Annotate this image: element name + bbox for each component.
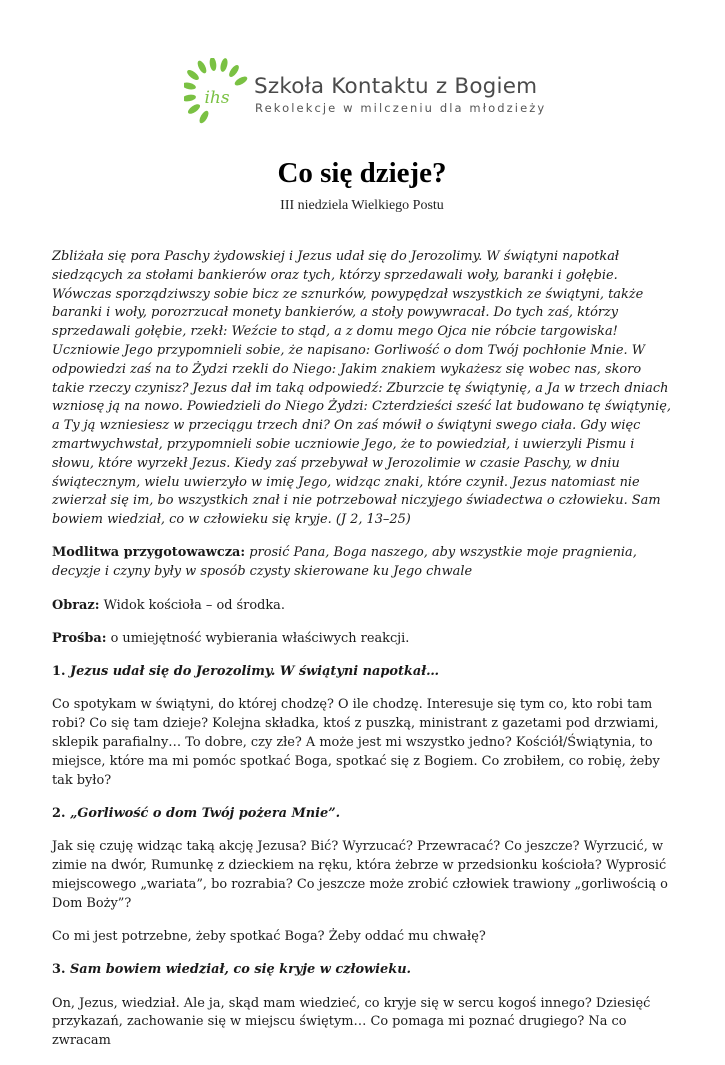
point-3-paragraph: On, Jezus, wiedział. Ale ja, skąd mam wiedzieć, co kryje się w sercu kogoś innego? Dziesięć przykazań, zachowanie się w miejscu świętym… Co pomaga mi poznać drugiego? Na co zwracam xyxy=(52,995,651,1049)
request-label: Prośba: xyxy=(52,630,107,646)
image-paragraph xyxy=(52,597,672,616)
logo xyxy=(184,58,547,128)
request-text: o umiejętność wybierania właściwych reakcji. xyxy=(110,630,410,646)
prayer-paragraph xyxy=(52,544,672,582)
point-2-paragraph: Jak się czuję widząc taką akcję Jezusa? Bić? Wyrzucać? Przewracać? Co jeszcze? Wyrzucić, w zimie na dwór, Rumunkę z dzieckiem na ręku, która żebrze w przedsionku kościoła? Wyprosić miejscowego „wariata”, bo rozrabia? Co jeszcze może zrobić człowiek trawiony „gorliwością o Dom Boży”? xyxy=(52,839,668,911)
request-paragraph xyxy=(52,630,672,649)
logo-monogram: ihs xyxy=(204,88,230,108)
point-3-title: Sam bowiem wiedział, co się kryje w człowieku. xyxy=(69,962,412,978)
document-body xyxy=(52,248,672,1065)
sun-logo-icon xyxy=(184,58,250,124)
page-title: Co się dzieje? xyxy=(277,157,447,189)
page-subtitle: III niedziela Wielkiego Postu xyxy=(280,198,444,213)
prayer-text: prosić Pana, Boga naszego, aby wszystkie moje pragnienia, decyzje i czyny były w sposób czysty skierowane ku Jego chwale xyxy=(52,545,637,580)
prayer-label: Modlitwa przygotowawcza: xyxy=(52,545,246,561)
scripture-passage: Zbliżała się pora Paschy żydowskiej i Jezus udał się do Jerozolimy. W świątyni napotkał siedzących za stołami bankierów oraz tych, którzy sprzedawali woły, baranki i gołębie. Wówczas sporządziwszy sobie bicz ze sznurków, powypędzał wszystkich ze świątyni, także baranki i woły, porozrzucał monety bankierów, a stoły powywracał. Do tych zaś, którzy sprzedawali gołębie, rzekł: Weźcie to stąd, a z domu mego Ojca nie róbcie targowiska! Uczniowie Jego przypomnieli sobie, że napisano: Gorliwość o dom Twój pochłonie Mnie. W odpowiedzi zaś na to Żydzi rzekli do Niego: Jakim znakiem wykażesz się wobec nas, skoro takie rzeczy czynisz? Jezus dał im taką odpowiedź: Zburzcie tę świątynię, a Ja w trzech dniach wzniosę ją na nowo. Powiedzieli do Niego Żydzi: Czterdzieści sześć lat budowano tę świątynię, a Ty ją wzniesiesz w przeciągu trzech dni? On zaś mówił o świątyni swego ciała. Gdy więc zmartwychwstał, przypomnieli sobie uczniowie Jego, że to powiedział, i uwierzyli Pismu i słowu, które wyrzekł Jezus. Kiedy zaś przebywał w Jerozolimie w czasie Paschy, w dniu świątecznym, wielu uwierzyło w imię Jego, widząc znaki, które czynił. Jezus natomiast nie zwierzał się im, bo wszystkich znał i nie potrzebował niczyjego świadectwa o człowieku. Sam bowiem wiedział, co w człowieku się kryje. (J 2, 13–25) xyxy=(52,249,671,528)
point-1-heading xyxy=(52,663,672,682)
point-2-number: 2. xyxy=(52,805,66,821)
image-label: Obraz: xyxy=(52,597,100,613)
point-2-title: „Gorliwość o dom Twój pożera Mnie”. xyxy=(69,805,341,821)
logo-subtitle: Rekolekcje w milczeniu dla młodzieży xyxy=(255,101,547,115)
point-3-number: 3. xyxy=(52,962,66,978)
point-3-heading xyxy=(52,961,672,980)
point-2-heading xyxy=(52,805,672,824)
document-page xyxy=(52,0,676,1049)
point-1-paragraph: Co spotykam w świątyni, do której chodzę? O ile chodzę. Interesuje się tym co, kto robi tam robi? Co się tam dzieje? Kolejna składka, ktoś z puszką, ministrant z gazetami pod drzwiami, sklepik parafialny… To dobre, czy złe? A może jest mi wszystko jedno? Kościół/Świątynia, to miejsce, które ma mi pomóc spotkać Boga, spotkać się z Bogiem. Co zrobiłem, co robię, żeby tak było? xyxy=(52,697,660,788)
point-2-paragraph: Co mi jest potrzebne, żeby spotkać Boga? Żeby oddać mu chwałę? xyxy=(52,928,486,944)
logo-title: Szkoła Kontaktu z Bogiem xyxy=(254,74,538,99)
point-1-number: 1. xyxy=(52,664,66,680)
image-text: Widok kościoła – od środka. xyxy=(103,597,285,613)
point-1-title: Jezus udał się do Jerozolimy. W świątyni napotkał… xyxy=(69,664,440,680)
